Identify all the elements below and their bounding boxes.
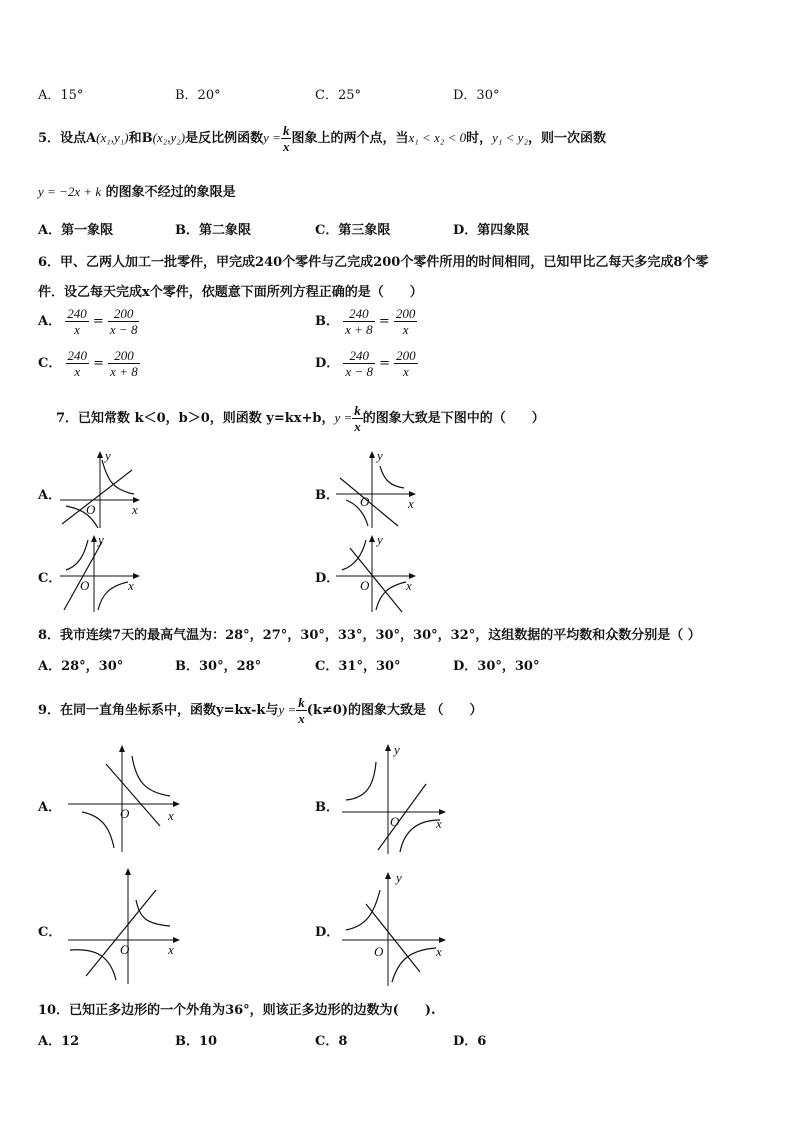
q9-graph-a [66,742,186,854]
q6-c-left-frac: $\frac{240}{x}$ [67,348,87,379]
q4-option-c: C．25° [315,88,361,103]
q9-graph-b [340,740,456,856]
q8-stem: 8．我市连续7天的最高气温为：28°，27°，30°，33°，30°，30°，32°，这组数据的平均数和众数分别是（ ） [38,628,701,643]
q10-stem: 10．已知正多边形的一个外角为36°，则该正多边形的边数为( ). [38,1003,436,1018]
q4-option-b: B．20° [175,88,221,103]
axis-y-label: y [396,870,402,885]
q7-label-a: A． [38,488,62,503]
q9-label-c: C． [38,925,62,940]
q7-label-b: B． [315,488,339,503]
q6-a-right-frac: $\frac{200}{x - 8}$ [109,306,138,337]
q9-fraction: $\frac{k}{x}$ [298,695,305,726]
q6-option-d-label: D． [315,356,340,371]
q5-line2 [38,181,236,200]
axis-y-label: y [377,532,383,547]
q5-point-1: (x₁,y₁) [96,130,129,145]
q9-graph-c [66,864,186,986]
q4-option-d: D．30° [453,88,500,103]
q7-label-c: C． [38,571,62,586]
q10-option-c: C．8 [315,1034,348,1049]
q5-fraction: $\frac{k}{x}$ [282,123,290,154]
origin-label: O [360,494,370,509]
axis-y-label: y [394,742,400,757]
q5-text-4: 图象上的两个点，当 [291,131,409,146]
axis-y-label: y [98,532,104,547]
q9-func-y: y = [278,702,297,717]
q6-d-left-frac: $\frac{240}{x - 8}$ [345,348,373,379]
q5-condition-1: x₁ < x₂ < 0 [408,130,467,145]
q8-option-c: C．31°，30° [315,659,401,674]
q9-label-a: A． [38,800,62,815]
origin-label: O [120,942,130,957]
q6-option-b: B． $\frac{240}{x + 8}$ = $\frac{200}{x}$ [315,306,416,337]
q9-text-1: 9．在同一直角坐标系中，函数y=kx-k与 [38,703,279,718]
origin-label: O [80,578,90,593]
q6-option-a: A． $\frac{240}{x}$ = $\frac{200}{x - 8}$ [38,306,138,337]
axis-x-label: x [406,578,412,593]
q10-option-b: B．10 [175,1034,218,1049]
axis-x-label: x [436,816,442,831]
q5-text-3: 是反比例函数 [185,131,264,146]
q5-line2-text: 的图象不经过的象限是 [105,185,236,200]
q9-stem [38,692,483,729]
q7-label-d: D． [315,571,340,586]
q7-func-y: y = [334,410,353,425]
q9-label-d: D． [315,925,340,940]
q6-b-right-frac: $\frac{200}{x}$ [395,306,416,337]
q9-text-2: (k≠0)的图象大致是 （ ） [306,703,483,718]
q5-condition-2: y₁ < y₂ [492,130,528,145]
axis-x-label: x [436,944,442,959]
q6-option-c: C． $\frac{240}{x}$ = $\frac{200}{x + 8}$ [38,348,138,379]
q6-line2: 件．设乙每天完成x个零件，依题意下面所列方程正确的是（ ） [38,285,423,300]
q9-label-b: B． [315,800,339,815]
q7-text-1: 7．已知常数 k＜0，b＞0，则函数 y=kx+b， [56,411,335,426]
q6-option-d: D． $\frac{240}{x - 8}$ = $\frac{200}{x}$ [315,348,416,379]
axis-y-label: y [105,448,111,463]
axis-y-label: y [377,448,383,463]
origin-label: O [360,578,370,593]
q5-option-a: A．第一象限 [38,223,114,238]
q4-option-a: A．15° [38,88,84,103]
q6-d-right-frac: $\frac{200}{x}$ [396,348,416,379]
q5-option-b: B．第二象限 [175,223,251,238]
q9-graph-d [340,868,456,988]
q7-graph-b [334,448,420,530]
q7-graph-d [334,532,420,614]
origin-label: O [120,806,130,821]
q6-option-a-label: A． [38,314,62,329]
q5-text-2: 和B [128,131,153,146]
q5-text-6: ，则一次函数 [527,131,606,146]
q5-func-y: y = [263,130,281,145]
axis-x-label: x [168,808,174,823]
q7-fraction: $\frac{k}{x}$ [354,403,361,434]
q7-graph-a [58,448,144,530]
q5-point-2: (x₂,y₂) [152,130,186,145]
q5-stem [38,120,606,157]
q5-option-d: D．第四象限 [453,223,530,238]
axis-x-label: x [128,578,134,593]
q5-text-1: 5．设点A [38,131,97,146]
origin-label: O [86,502,96,517]
axis-x-label: x [408,496,414,511]
q7-text-2: 的图象大致是下图中的（ ） [362,411,545,426]
q7-graph-c [58,532,144,614]
q8-option-b: B．30°，28° [175,659,262,674]
q5-text-5: 时， [466,131,493,146]
q5-option-c: C．第三象限 [315,223,391,238]
origin-label: O [374,944,384,959]
q5-linear-expr: y = −2x + k [38,184,102,199]
q6-a-left-frac: $\frac{240}{x}$ [67,306,87,337]
q6-c-right-frac: $\frac{200}{x + 8}$ [110,348,138,379]
q8-option-d: D．30°，30° [453,659,540,674]
q6-line1: 6．甲、乙两人加工一批零件，甲完成240个零件与乙完成200个零件所用的时间相同，已知甲比乙每天多完成8个零 [38,255,709,270]
q10-option-a: A．12 [38,1034,80,1049]
q6-option-c-label: C． [38,356,62,371]
origin-label: O [390,814,400,829]
q6-option-b-label: B． [315,314,339,329]
q10-option-d: D．6 [453,1034,487,1049]
axis-x-label: x [168,942,174,957]
axis-x-label: x [132,502,138,517]
q8-option-a: A．28°，30° [38,659,124,674]
q7-stem [56,400,545,437]
q6-b-left-frac: $\frac{240}{x + 8}$ [345,306,373,337]
